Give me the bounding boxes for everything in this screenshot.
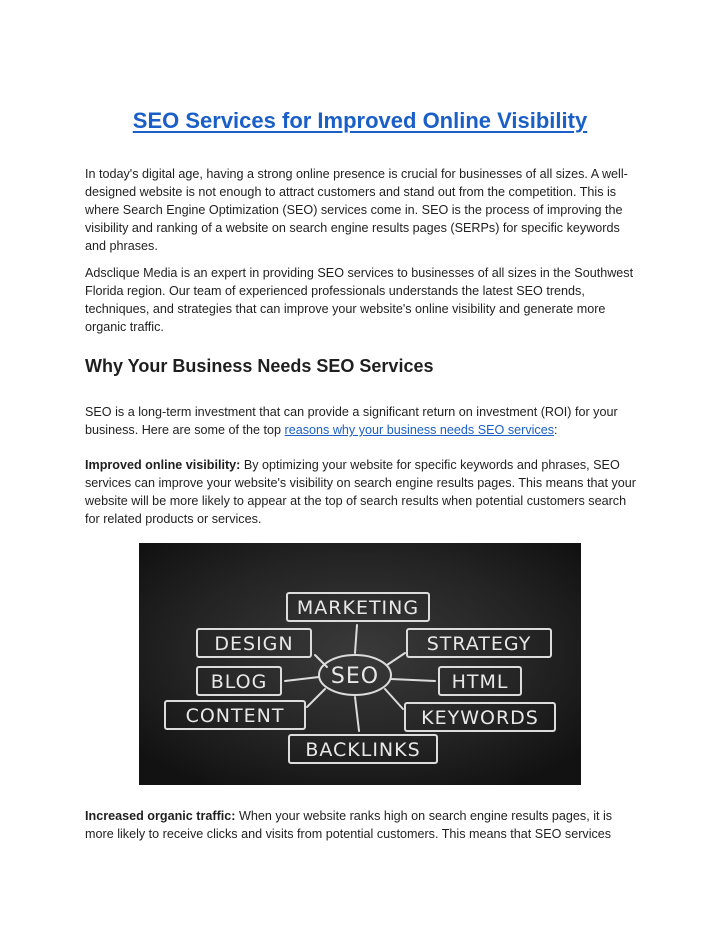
figure-center-word: SEO — [330, 664, 380, 689]
figure-word-marketing: MARKETING — [296, 597, 420, 619]
section-paragraph-text: SEO is a long-term investment that can provide a significant return on investment (ROI) for your business. Here are some of the top — [85, 405, 618, 437]
figure-word-design: DESIGN — [214, 633, 294, 655]
section-heading: Why Your Business Needs SEO Services — [85, 356, 434, 376]
seo-chalkboard-image — [139, 543, 581, 785]
visibility-text: By optimizing your website for specific keywords and phrases, SEO services can improve your website's visibility on search engine results pages. This means that your website will be more likely to appear at the top of search results when potential customers search for related products or services. — [85, 458, 636, 526]
page-title: SEO Services for Improved Online Visibility — [132, 108, 588, 133]
section-paragraph — [85, 403, 637, 439]
traffic-paragraph — [85, 807, 637, 843]
section-paragraph-end: : — [554, 423, 558, 437]
intro-paragraph-2: Adsclique Media is an expert in providing SEO services to businesses of all sizes in the Southwest Florida region. Our team of experienced professionals understands the latest SEO trends, techniques, and strategies that can improve your website's online visibility and generate more organic traffic. — [85, 266, 634, 334]
figure-word-keywords: KEYWORDS — [421, 707, 539, 729]
figure-word-backlinks: BACKLINKS — [305, 739, 421, 761]
traffic-text: When your website ranks high on search engine results pages, it is more likely to receive clicks and visits from potential customers. This means that SEO services — [85, 809, 613, 841]
visibility-paragraph — [85, 456, 637, 528]
figure-word-blog: BLOG — [210, 671, 268, 693]
figure-word-html: HTML — [451, 671, 509, 693]
intro-paragraph-1: In today's digital age, having a strong online presence is crucial for businesses of all sizes. A well-designed website is not enough to attract customers and stand out from the competition. This is where Search Engine Optimization (SEO) services come in. SEO is the process of improving the visibility and ranking of a website on search engine results pages (SERPs) for specific keywords and phrases. — [85, 167, 628, 253]
reasons-link[interactable]: reasons why your business needs SEO services — [284, 423, 555, 437]
figure-word-strategy: STRATEGY — [426, 633, 532, 655]
figure-word-content: CONTENT — [185, 705, 285, 727]
visibility-label: Improved online visibility: — [85, 458, 241, 472]
traffic-label: Increased organic traffic: — [85, 809, 236, 823]
